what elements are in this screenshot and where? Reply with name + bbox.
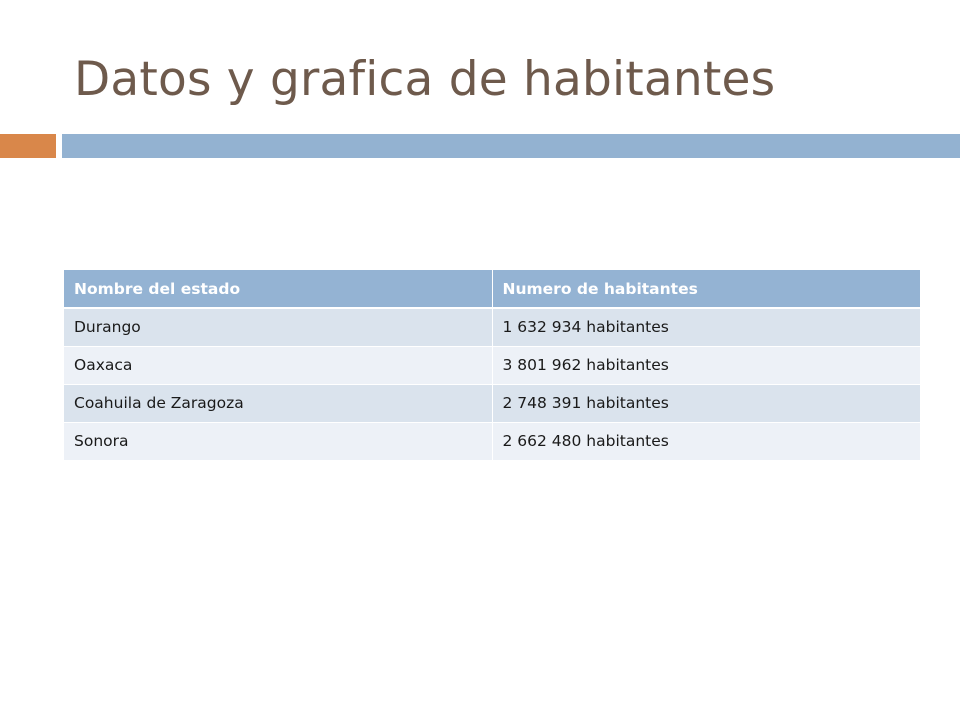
state-name-cell: Oaxaca [64, 346, 492, 384]
population-cell: 1 632 934 habitantes [492, 308, 920, 346]
column-header-population: Numero de habitantes [492, 270, 920, 308]
population-cell: 2 662 480 habitantes [492, 422, 920, 460]
slide-title: Datos y grafica de habitantes [74, 52, 776, 107]
title-rule-bar [62, 134, 960, 158]
table-row [64, 346, 920, 384]
state-name-cell: Durango [64, 308, 492, 346]
population-table [64, 270, 920, 461]
state-name-cell: Coahuila de Zaragoza [64, 384, 492, 422]
column-header-state: Nombre del estado [64, 270, 492, 308]
population-cell: 3 801 962 habitantes [492, 346, 920, 384]
table-row [64, 308, 920, 346]
population-cell: 2 748 391 habitantes [492, 384, 920, 422]
state-name-cell: Sonora [64, 422, 492, 460]
table-row [64, 422, 920, 460]
table-row [64, 384, 920, 422]
accent-bar [0, 134, 56, 158]
table-header-row [64, 270, 920, 308]
